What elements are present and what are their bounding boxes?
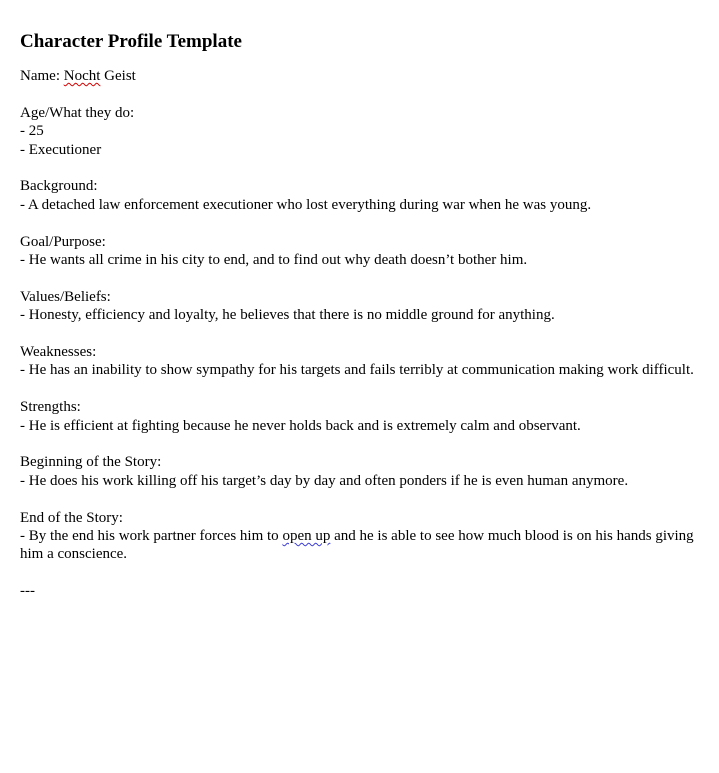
beginning-line: - He does his work killing off his target’s day by day and often ponders if he is even human anymore. xyxy=(20,472,629,489)
end-grammar-flag[interactable]: open up xyxy=(282,528,331,545)
name-label: Name: xyxy=(20,68,64,84)
weaknesses-heading: Weaknesses: xyxy=(20,344,97,361)
age-line: - 25 xyxy=(20,123,44,140)
occupation-line: - Executioner xyxy=(20,141,102,158)
background-heading: Background: xyxy=(20,178,98,195)
separator-line: --- xyxy=(20,583,35,600)
blank-line xyxy=(20,214,700,232)
background-line: - A detached law enforcement executioner who lost everything during war when he was young. xyxy=(20,196,592,213)
strengths-heading: Strengths: xyxy=(20,399,81,416)
document-title: Character Profile Template xyxy=(20,31,242,52)
blank-line xyxy=(20,85,700,103)
name-first-misspelled[interactable]: Nocht xyxy=(63,68,101,84)
blank-line xyxy=(20,325,700,343)
blank-line xyxy=(20,159,700,177)
values-heading: Values/Beliefs: xyxy=(20,288,111,305)
end-heading: End of the Story: xyxy=(20,509,123,526)
blank-line xyxy=(20,490,700,508)
name-line xyxy=(20,67,700,85)
end-line xyxy=(20,527,700,564)
blank-line xyxy=(20,269,700,287)
blank-line xyxy=(20,435,700,453)
goal-heading: Goal/Purpose: xyxy=(20,233,106,250)
document-page[interactable] xyxy=(20,30,700,601)
strengths-line: - He is efficient at fighting because he never holds back and is extremely calm and observant. xyxy=(20,417,581,434)
end-text-after: and he is able to see how much blood is on his hands giving him a conscience. xyxy=(20,528,694,563)
goal-line: - He wants all crime in his city to end, and to find out why death doesn’t bother him. xyxy=(20,252,528,269)
name-last: Geist xyxy=(100,68,136,84)
beginning-heading: Beginning of the Story: xyxy=(20,454,162,471)
end-text-before: - By the end his work partner forces him to xyxy=(20,528,283,545)
values-line: - Honesty, efficiency and loyalty, he believes that there is no middle ground for anything. xyxy=(20,307,555,324)
blank-line xyxy=(20,564,700,582)
weaknesses-line: - He has an inability to show sympathy for his targets and fails terribly at communication making work difficult. xyxy=(20,362,694,379)
blank-line xyxy=(20,380,700,398)
age-heading: Age/What they do: xyxy=(20,104,135,121)
